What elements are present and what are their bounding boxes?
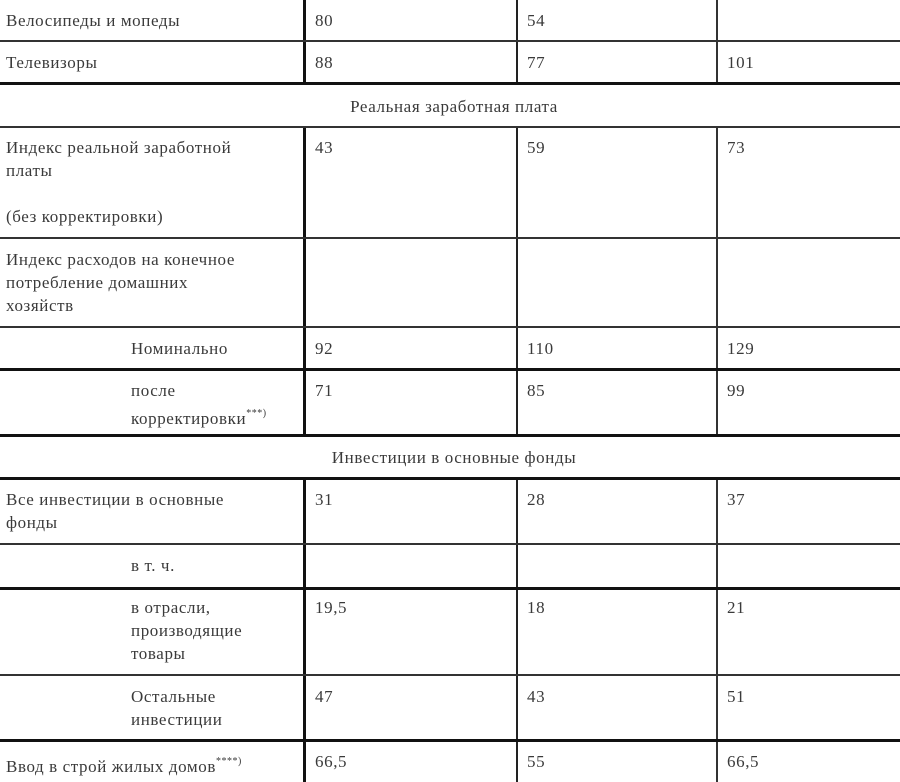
row-label: Телевизоры — [6, 53, 98, 72]
label-line: Все инвестиции в основные — [6, 490, 225, 509]
label-line: фонды — [6, 513, 58, 532]
row-label: Велосипеды и мопеды — [6, 11, 181, 30]
value-cell: 92 — [303, 328, 516, 368]
value-cell — [716, 239, 900, 326]
value-cell — [716, 545, 900, 587]
value-cell — [303, 239, 516, 326]
value-cell — [516, 239, 716, 326]
value-cell: 18 — [516, 590, 716, 674]
label-line: производящие — [131, 621, 243, 640]
value-cell: 129 — [716, 328, 900, 368]
value-cell: 66,5 — [303, 742, 516, 782]
value-cell: 31 — [303, 480, 516, 543]
label-text: Ввод в строй жилых домов — [6, 757, 216, 776]
label-line: в отрасли, — [131, 598, 211, 617]
table-row — [0, 545, 900, 587]
label-line: Индекс реальной заработной — [6, 138, 232, 157]
table-row — [0, 676, 900, 739]
label-line: платы — [6, 161, 53, 180]
value-cell: 71 — [303, 371, 516, 434]
table-row — [0, 239, 900, 326]
value-cell — [516, 545, 716, 587]
value-cell: 47 — [303, 676, 516, 739]
value-cell: 77 — [516, 42, 716, 82]
label-line — [131, 402, 303, 430]
value-cell: 28 — [516, 480, 716, 543]
value-cell: 21 — [716, 590, 900, 674]
section-header-real-wages: Реальная заработная плата — [350, 97, 558, 116]
row-label — [0, 480, 303, 543]
value-cell: 101 — [716, 42, 900, 82]
value-cell: 85 — [516, 371, 716, 434]
value-cell: 51 — [716, 676, 900, 739]
value-cell — [716, 0, 900, 40]
label-line: хозяйств — [6, 296, 74, 315]
row-label — [0, 742, 303, 782]
value-cell: 55 — [516, 742, 716, 782]
table-row — [0, 328, 900, 368]
value-cell: 19,5 — [303, 590, 516, 674]
label-text: корректировки — [131, 409, 247, 428]
row-label — [0, 371, 303, 434]
value-cell: 59 — [516, 128, 716, 237]
table-row — [0, 480, 900, 543]
row-label — [0, 239, 303, 326]
table-row — [0, 742, 900, 782]
spacer — [6, 182, 303, 205]
section-header-investments: Инвестиции в основные фонды — [331, 448, 577, 467]
label-line: (без корректировки) — [6, 207, 164, 226]
value-cell: 99 — [716, 371, 900, 434]
value-cell: 43 — [516, 676, 716, 739]
value-cell: 54 — [516, 0, 716, 40]
label-line: инвестиции — [131, 710, 223, 729]
row-label — [0, 676, 303, 739]
label-line: товары — [131, 644, 186, 663]
label-line: после — [131, 381, 176, 400]
value-cell: 73 — [716, 128, 900, 237]
row-label: в т. ч. — [131, 556, 175, 575]
value-cell: 43 — [303, 128, 516, 237]
table-row — [0, 590, 900, 674]
row-label: Номинально — [131, 339, 228, 358]
footnote-marker: ****) — [215, 756, 242, 767]
table-row — [0, 42, 900, 82]
value-cell: 88 — [303, 42, 516, 82]
label-line: потребление домашних — [6, 273, 189, 292]
value-cell — [303, 545, 516, 587]
table-row — [0, 128, 900, 237]
value-cell: 80 — [303, 0, 516, 40]
label-line: Остальные — [131, 687, 216, 706]
value-cell: 110 — [516, 328, 716, 368]
value-cell: 37 — [716, 480, 900, 543]
table-row — [0, 0, 900, 40]
label-line: Индекс расходов на конечное — [6, 250, 235, 269]
value-cell: 66,5 — [716, 742, 900, 782]
row-label — [0, 128, 303, 237]
table-row — [0, 371, 900, 434]
footnote-marker: ***) — [246, 408, 267, 419]
row-label — [0, 590, 303, 674]
